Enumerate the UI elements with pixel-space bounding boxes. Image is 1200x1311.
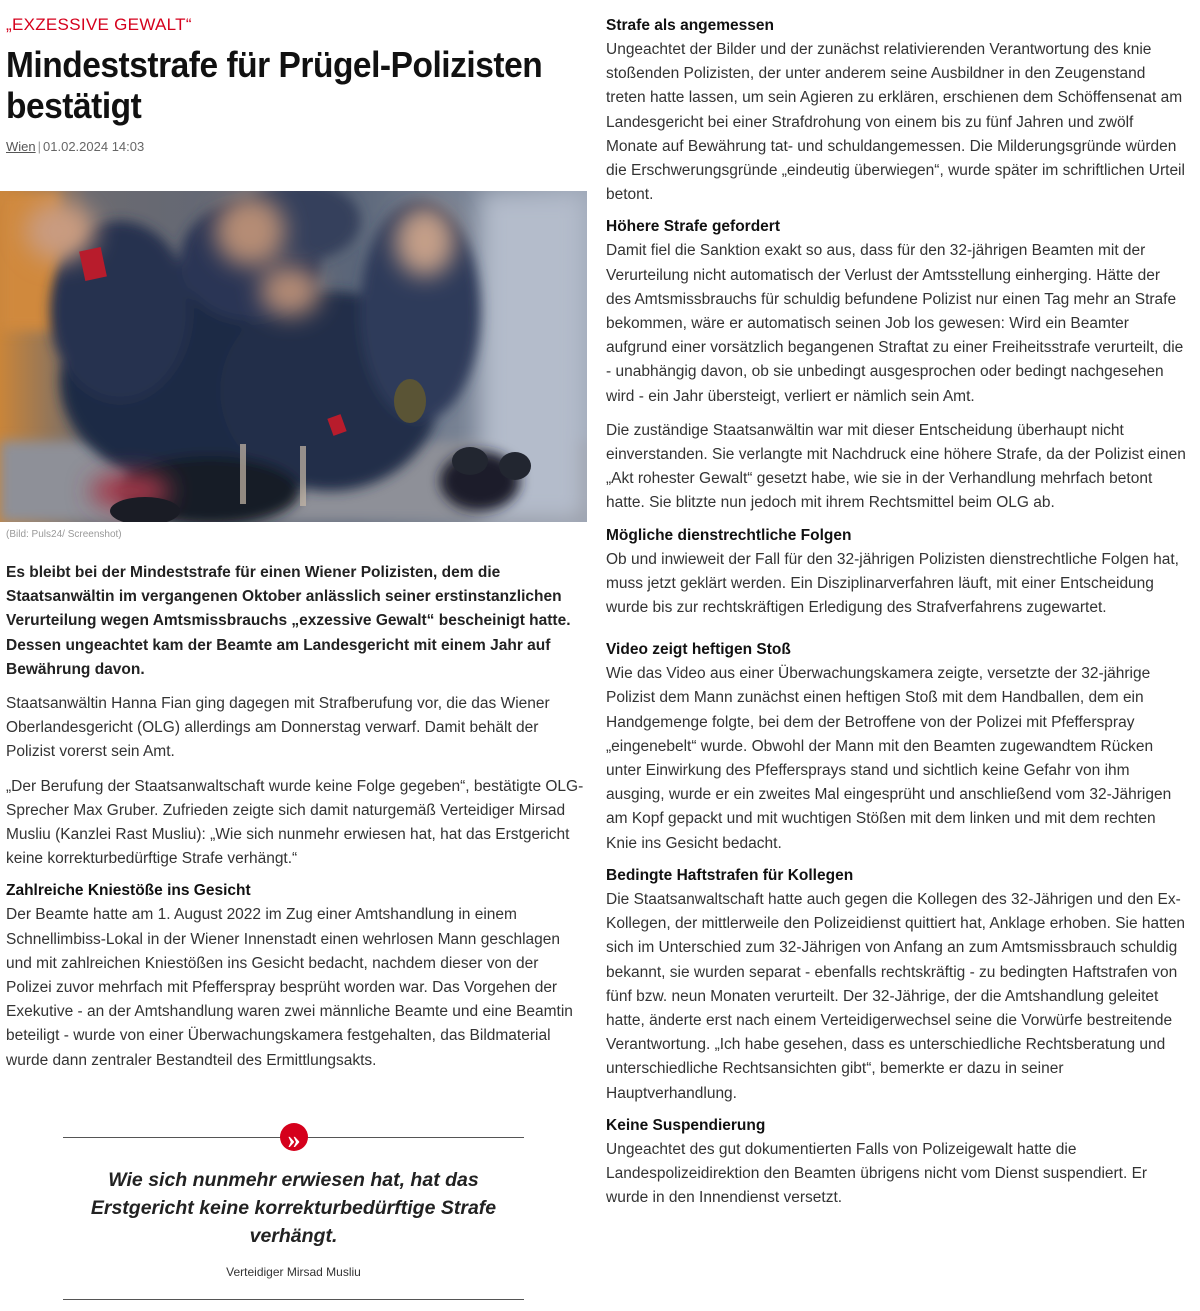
quote-text: Wie sich nunmehr erwiesen hat, hat das Erstgericht keine korrekturbedürftige Strafe verhängt.: [90, 1169, 497, 1247]
paragraph: Ungeachtet der Bilder und der zunächst relativierenden Verantwortung des knie stoßenden Polizisten, der unter anderem seine Ausbildner in den Zeugenstand treten hatte lassen, um sein Agieren zu erklären, erschienen dem Schöffensenat am Landesgericht bei einer Strafdrohung von einem bis zu fünf Jahren und zwölf Monate auf Bewährung tat- und schuldangemessen. Die Milderungsgründe würden die Erschwerungsgründe „eindeutig überwiegen“, wurde später im schriftlichen Urteil betont.: [606, 41, 1185, 204]
blurred-police-photo: [0, 191, 587, 522]
paragraph: Die Staatsanwaltschaft hatte auch gegen die Kollegen des 32-Jährigen und den Ex-Kollegen, der mittlerweile den Polizeidienst quittiert hat, Anklage erhoben. Sie hatten sich im Unterschied zum 32-Jährigen von Anfang an zum Amtsmissbrauch schuldig bekannt, sie wurden separat - ebenfalls rechtskräftig - zu bedingten Haftstrafen von fünf bzw. neun Monaten verurteilt. Der 32-Jährige, der die Amtshandlung geleitet hatte, änderte erst nach einem Verteidigerwechsel seine die Vorwürfe bestreitende Verantwortung. „Ich habe gesehen, dass es unterschiedliche Rechtsberatung und unterschiedliche Rechtsansichten gibt“, bemerkte er dazu in seiner Hauptverhandlung.: [606, 890, 1186, 1102]
meta-separator: |: [37, 139, 42, 154]
paragraph: Damit fiel die Sanktion exakt so aus, dass für den 32-jährigen Beamten mit der Verurteilung nicht automatisch der Verlust der Amtsstellung einherging. Hätte der des Amtsmissbrauchs für schuldig befundene Polizist nur einen Tag mehr an Strafe bekommen, wäre er automatisch seinen Job los gewesen: Wird ein Beamter aufgrund einer vorsätzlich begangenen Straftat zu einer Freiheitsstrafe verurteilt, die - unabhängig davon, ob sie unbedingt ausgesprochen oder bedingt nachgesehen wird - ein Jahr übersteigt, verliert er nämlich sein Amt.: [606, 242, 1184, 405]
article-meta: [6, 139, 586, 155]
article-photo[interactable]: [0, 191, 587, 522]
paragraph: Ob und inwieweit der Fall für den 32-jährigen Polizisten dienstrechtliche Folgen hat, muss jetzt geklärt werden. Ein Disziplinarverfahren läuft, mit einer Entscheidung wurde bis zur rechtskräftigen Erledigung des Strafverfahrens zugewartet.: [606, 550, 1179, 617]
subheading: Strafe als angemessen: [606, 17, 775, 34]
paragraph: Die zuständige Staatsanwältin war mit dieser Entscheidung überhaupt nicht einverstanden. Sie verlangte mit Nachdruck eine höhere Strafe, da der Polizist einen „Akt rohester Gewalt“ gesetzt habe, wie sie in der Verhandlung mehrfach betont hatte. Sie blitzte nun jedoch mit ihrem Rechtsmittel beim OLG ab.: [606, 421, 1186, 512]
paragraph: Der Beamte hatte am 1. August 2022 im Zug einer Amtshandlung in einem Schnellimbiss-Lokal in der Wiener Innenstadt einen wehrlosen Mann geschlagen und mit zahlreichen Kniestößen ins Gesicht bedacht, nachdem dieser von der Polizei zuvor mehrfach mit Pfefferspray besprüht worden war. Das Vorgehen der Exekutive - an der Amtshandlung waren zwei männliche Beamte und eine Beamtin beteiligt - wurde von einer Überwachungskamera festgehalten, das Bildmaterial wurde dann zentraler Bestandteil des Ermittlungsakts.: [6, 906, 573, 1069]
paragraph: „Der Berufung der Staatsanwaltschaft wurde keine Folge gegeben“, bestätigte OLG-Sprecher Max Gruber. Zufrieden zeigte sich damit naturgemäß Verteidiger Mirsad Musliu (Kanzlei Rast Musliu): „Wie sich nunmehr erwiesen hat, hat das Erstgericht keine korrekturbedürftige Strafe verhängt.“: [6, 777, 584, 868]
location-link[interactable]: Wien: [6, 139, 36, 154]
article-datetime: 01.02.2024 14:03: [43, 139, 145, 154]
kicker: „EXZESSIVE GEWALT“: [6, 15, 192, 34]
paragraph: Wie das Video aus einer Überwachungskamera zeigte, versetzte der 32-jährige Polizist dem Mann zunächst einen heftigen Stoß mit dem Handballen, dem ein Handgemenge folgte, bei dem der Betroffene von der Polizei mit Pfefferspray „eingenebelt“ wurde. Obwohl der Mann mit den Beamten zugewandtem Rücken unter Einwirkung des Pfeffersprays stand und sichtlich keine Gefahr von ihm ausging, wurde er ein zweites Mal eingesprüht und anschließend vom 32-Jährigen am Kopf gepackt und mit wuchtigen Stößen mit dem linken und mit dem rechten Knie ins Gesicht bedacht.: [606, 665, 1172, 852]
article-header: [6, 14, 586, 155]
article-body-right: [606, 14, 1188, 1210]
subheading: Höhere Strafe gefordert: [606, 218, 780, 236]
subheading: Video zeigt heftigen Stoß: [606, 641, 791, 659]
subheading: Keine Suspendierung: [606, 1116, 766, 1134]
article-body-left: [6, 561, 584, 1073]
subheading: Mögliche dienstrechtliche Folgen: [606, 526, 852, 544]
quote-icon: »: [280, 1123, 308, 1151]
article-lead: Es bleibt bei der Mindeststrafe für einen Wiener Polizisten, dem die Staatsanwältin im vergangenen Oktober anlässlich seiner erstinstanzlichen Verurteilung wegen Amtsmissbrauchs „exzessive Gewalt“ bescheinigt hatte. Dessen ungeachtet kam der Beamte am Landesgericht mit einem Jahr auf Bewährung davon.: [6, 564, 571, 678]
pull-quote: [63, 1123, 524, 1301]
quote-author: Verteidiger Mirsad Musliu: [226, 1265, 361, 1279]
headline: Mindeststrafe für Prügel-Polizisten bestätigt: [6, 44, 543, 126]
paragraph: Staatsanwältin Hanna Fian ging dagegen mit Strafberufung vor, die das Wiener Oberlandesgericht (OLG) allerdings am Donnerstag verwarf. Damit behält der Polizist vorerst sein Amt.: [6, 695, 550, 761]
quote-divider-bottom: [63, 1299, 524, 1300]
subheading: Zahlreiche Kniestöße ins Gesicht: [6, 882, 251, 900]
subheading: Bedingte Haftstrafen für Kollegen: [606, 866, 854, 884]
paragraph: Ungeachtet des gut dokumentierten Falls von Polizeigewalt hatte die Landespolizeidirektion den Beamten übrigens nicht vom Dienst suspendiert. Er wurde in den Innendienst versetzt.: [606, 1140, 1148, 1207]
image-caption: (Bild: Puls24/ Screenshot): [6, 529, 122, 540]
